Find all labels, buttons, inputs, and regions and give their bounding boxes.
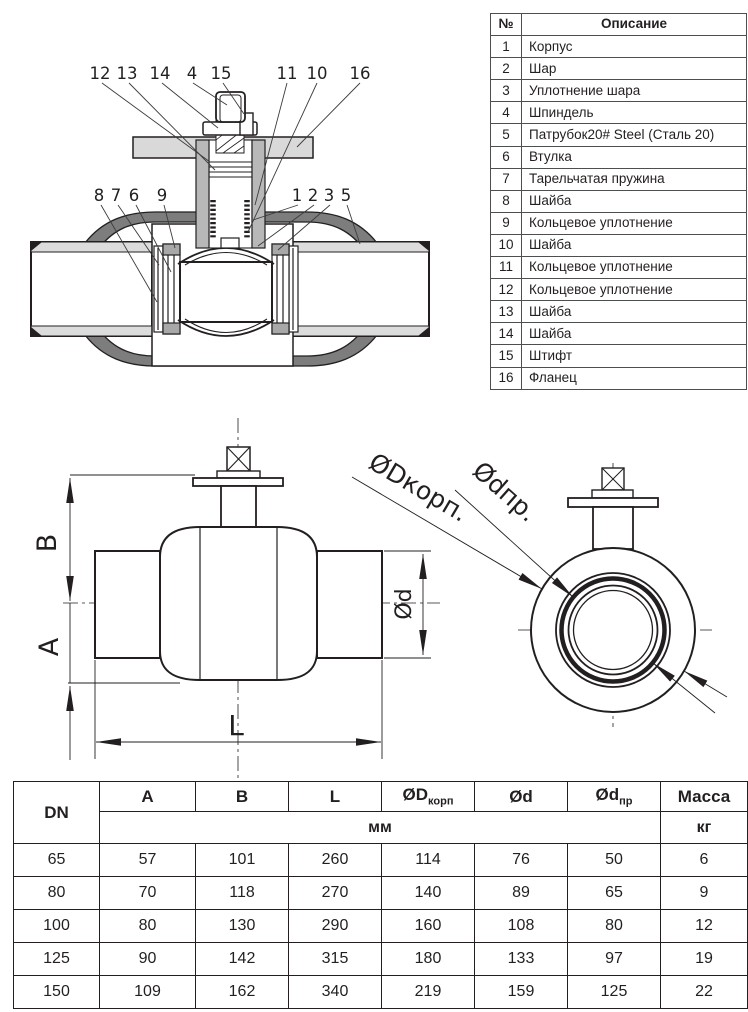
- part-number: 8: [491, 190, 522, 212]
- part-number: 2: [491, 58, 522, 80]
- part-description: Шайба: [522, 301, 747, 323]
- part-number: 6: [491, 146, 522, 168]
- ball: [178, 248, 274, 336]
- callout-13: 13: [116, 64, 138, 83]
- parts-table: [490, 13, 747, 390]
- table-row: [491, 80, 747, 102]
- side-view: [95, 447, 382, 680]
- cell-dpr: 125: [568, 976, 661, 1009]
- part-description: Кольцевое уплотнение: [522, 212, 747, 234]
- callout-1: 1: [291, 186, 303, 205]
- table-row: [14, 910, 748, 943]
- stem-assembly: [196, 92, 265, 248]
- col-header-dn: DN: [14, 782, 100, 844]
- cell-mass: 9: [661, 877, 748, 910]
- part-description: Тарельчатая пружина: [522, 168, 747, 190]
- cell-mass: 6: [661, 844, 748, 877]
- table-row: [491, 102, 747, 124]
- table-row: [491, 279, 747, 301]
- table-row: [491, 234, 747, 256]
- cell-b: 162: [196, 976, 289, 1009]
- units-mm: мм: [100, 812, 661, 844]
- parts-header-desc: Описание: [522, 14, 747, 36]
- col-header-a: A: [100, 782, 196, 812]
- cell-dn: 100: [14, 910, 100, 943]
- cell-dkorp: 219: [382, 976, 475, 1009]
- col-header-d: Ød: [475, 782, 568, 812]
- callout-3: 3: [323, 186, 335, 205]
- cell-b: 142: [196, 943, 289, 976]
- part-description: Кольцевое уплотнение: [522, 279, 747, 301]
- units-kg: кг: [661, 812, 748, 844]
- callout-9: 9: [156, 186, 168, 205]
- callout-6: 6: [128, 186, 140, 205]
- table-row: [491, 257, 747, 279]
- cell-a: 57: [100, 844, 196, 877]
- part-description: Штифт: [522, 345, 747, 367]
- callout-12: 12: [89, 64, 111, 83]
- table-row: [491, 323, 747, 345]
- part-number: 1: [491, 36, 522, 58]
- cell-dn: 150: [14, 976, 100, 1009]
- table-row: [491, 212, 747, 234]
- col-header-mass: Масса: [661, 782, 748, 812]
- dim-label-B: B: [32, 533, 63, 553]
- part-description: Шайба: [522, 323, 747, 345]
- cell-d: 76: [475, 844, 568, 877]
- part-number: 10: [491, 234, 522, 256]
- part-number: 11: [491, 257, 522, 279]
- table-row: [14, 877, 748, 910]
- callout-2: 2: [307, 186, 319, 205]
- cell-mass: 22: [661, 976, 748, 1009]
- col-header-dkorp: $ØD_{корп}$: [382, 782, 475, 812]
- callout-16: 16: [349, 64, 371, 83]
- table-row: [491, 190, 747, 212]
- part-number: 14: [491, 323, 522, 345]
- table-row: [491, 301, 747, 323]
- part-description: Шайба: [522, 234, 747, 256]
- table-row: [491, 345, 747, 367]
- callout-4: 4: [186, 64, 198, 83]
- part-description: Шар: [522, 58, 747, 80]
- col-header-b: B: [196, 782, 289, 812]
- cell-a: 90: [100, 943, 196, 976]
- table-row: [14, 943, 748, 976]
- callout-11: 11: [276, 64, 298, 83]
- cell-dpr: 65: [568, 877, 661, 910]
- cell-dn: 125: [14, 943, 100, 976]
- parts-header-row: [491, 14, 747, 36]
- cell-mass: 12: [661, 910, 748, 943]
- part-description: Патрубок20# Steel (Сталь 20): [522, 124, 747, 146]
- table-row: [491, 36, 747, 58]
- part-number: 3: [491, 80, 522, 102]
- stem-tang: [221, 238, 239, 248]
- dim-label-A: A: [34, 637, 65, 657]
- part-description: Кольцевое уплотнение: [522, 257, 747, 279]
- cell-l: 290: [289, 910, 382, 943]
- dim-label-Od: Ød: [392, 588, 417, 620]
- cell-dkorp: 180: [382, 943, 475, 976]
- table-row: [491, 146, 747, 168]
- col-header-l: L: [289, 782, 382, 812]
- dim-label-Odpr: Ødпр.: [467, 455, 543, 528]
- col-header-dpr: $Ød_{пр}$: [568, 782, 661, 812]
- part-number: 9: [491, 212, 522, 234]
- cell-b: 101: [196, 844, 289, 877]
- callout-7: 7: [110, 186, 122, 205]
- part-description: Шпиндель: [522, 102, 747, 124]
- table-row: [491, 367, 747, 389]
- part-number: 4: [491, 102, 522, 124]
- cell-l: 315: [289, 943, 382, 976]
- part-number: 5: [491, 124, 522, 146]
- cell-a: 70: [100, 877, 196, 910]
- cell-dpr: 80: [568, 910, 661, 943]
- left-seat-assembly: [154, 244, 180, 334]
- cell-dn: 65: [14, 844, 100, 877]
- parts-header-num: №: [491, 14, 522, 36]
- dim-label-L: L: [228, 709, 244, 742]
- cell-mass: 19: [661, 943, 748, 976]
- dim-label-ODkorp: ØDкорп.: [363, 447, 474, 528]
- part-number: 13: [491, 301, 522, 323]
- table-row: [491, 124, 747, 146]
- cell-dkorp: 114: [382, 844, 475, 877]
- callout-15: 15: [210, 64, 232, 83]
- cell-d: 133: [475, 943, 568, 976]
- valve-dimension-drawing: [15, 415, 748, 783]
- callout-14: 14: [149, 64, 171, 83]
- part-description: Фланец: [522, 367, 747, 389]
- cell-l: 260: [289, 844, 382, 877]
- part-number: 12: [491, 279, 522, 301]
- right-pipe: [293, 242, 429, 336]
- dimensions-table: [13, 781, 748, 1009]
- dims-header-row: [14, 782, 748, 812]
- cell-dkorp: 140: [382, 877, 475, 910]
- cell-d: 159: [475, 976, 568, 1009]
- part-number: 15: [491, 345, 522, 367]
- part-number: 7: [491, 168, 522, 190]
- end-view: [531, 468, 695, 712]
- part-description: Втулка: [522, 146, 747, 168]
- left-pipe: [31, 242, 152, 336]
- cell-a: 109: [100, 976, 196, 1009]
- part-description: Уплотнение шара: [522, 80, 747, 102]
- cell-dpr: 50: [568, 844, 661, 877]
- table-row: [491, 58, 747, 80]
- cell-a: 80: [100, 910, 196, 943]
- table-row: [14, 844, 748, 877]
- cell-l: 340: [289, 976, 382, 1009]
- part-description: Шайба: [522, 190, 747, 212]
- cell-b: 130: [196, 910, 289, 943]
- part-number: 16: [491, 367, 522, 389]
- cell-dpr: 97: [568, 943, 661, 976]
- valve-cross-section-drawing: [15, 50, 475, 400]
- callout-10: 10: [306, 64, 328, 83]
- cell-b: 118: [196, 877, 289, 910]
- table-row: [14, 976, 748, 1009]
- cell-d: 108: [475, 910, 568, 943]
- callout-8: 8: [93, 186, 105, 205]
- cell-dkorp: 160: [382, 910, 475, 943]
- table-row: [491, 168, 747, 190]
- part-description: Корпус: [522, 36, 747, 58]
- cell-d: 89: [475, 877, 568, 910]
- dims-units-row: [14, 812, 748, 844]
- right-seat-assembly: [272, 244, 298, 334]
- cell-dn: 80: [14, 877, 100, 910]
- cell-l: 270: [289, 877, 382, 910]
- callout-5: 5: [340, 186, 352, 205]
